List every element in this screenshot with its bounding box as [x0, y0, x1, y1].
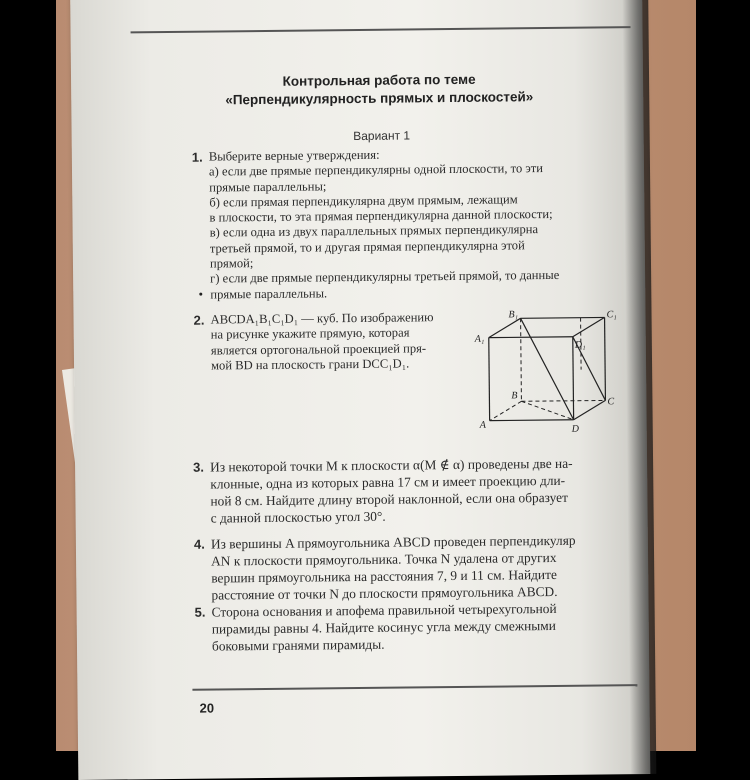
cube-edge — [490, 420, 574, 421]
task-line: в) если одна из двух параллельных прямых перпендикулярна — [209, 222, 539, 241]
cube-edge — [573, 400, 605, 419]
task-line: ной 8 см. Найдите длину второй наклонной, если она образует — [210, 489, 569, 509]
cube-edge — [605, 317, 606, 400]
cube-edge — [521, 317, 605, 318]
task-line: Из вершины A прямоугольника ABCD проведен перпендикуляр — [210, 532, 576, 552]
label-a: A — [479, 419, 486, 431]
task-line: прямые параллельны; — [209, 178, 327, 195]
task-5 — [194, 599, 619, 654]
label-a1: A₁ — [474, 333, 485, 345]
task-line: боковыми гранями пирамиды. — [211, 636, 385, 654]
variant-label: Вариант 1 — [353, 128, 411, 144]
task-line: Выберите верные утверждения: — [208, 147, 380, 164]
task-line: пирамиды равны 4. Найдите косинус угла между смежными — [211, 617, 556, 637]
task-line: клонные, одна из которых равна 17 см и имеет проекцию дли- — [210, 472, 566, 492]
margin-dot — [199, 293, 202, 296]
task-1 — [191, 145, 601, 302]
task-number: 4. — [193, 536, 205, 552]
cube-edge — [573, 317, 605, 336]
bottom-rule — [192, 684, 637, 690]
task-line: Сторона основания и апофема правильной четырехугольной — [211, 600, 557, 620]
task-number: 3. — [193, 459, 205, 475]
label-d1: D₁ — [574, 339, 586, 351]
label-d: D — [571, 423, 580, 435]
label-b1: B₁ — [508, 309, 519, 321]
cube-diagram — [458, 309, 619, 446]
label-c1: C₁ — [606, 309, 617, 321]
top-rule — [131, 26, 631, 33]
task-line: в плоскости, то эта прямая перпендикулярна данной плоскости; — [209, 207, 553, 225]
task-line: а) если две прямые перпендикулярны одной плоскости, то эти — [208, 161, 544, 179]
task-line: третьей прямой, то и другая прямая перпендикулярна этой — [209, 238, 525, 256]
task-number: 5. — [194, 604, 206, 620]
task-line: мой BD на плоскость грани DCC₁D₁. — [210, 356, 410, 373]
diagonal-b1-d — [521, 318, 574, 421]
hidden-edge — [521, 318, 522, 401]
task-2 — [193, 310, 481, 374]
label-c: C — [607, 396, 615, 408]
task-line: Из некоторой точки M к плоскости α(M ∉ α) проведены две на- — [210, 455, 573, 475]
task-line: AN к плоскости прямоугольника. Точка N удалена от других — [211, 549, 557, 569]
task-line: на рисунке укажите прямую, которая — [210, 325, 410, 342]
task-line: вершин прямоугольника на расстояния 7, 9 и 11 см. Найдите — [211, 566, 557, 586]
task-number: 2. — [193, 312, 205, 328]
task-line: б) если прямая перпендикулярна двум прямым, лежащим — [209, 192, 518, 210]
worksheet-page — [70, 0, 650, 780]
page-number: 20 — [199, 700, 215, 716]
cube-edge — [573, 337, 574, 420]
task-3 — [193, 454, 617, 526]
task-line: является ортогональной проекцией пря- — [210, 340, 427, 358]
task-line: ABCDA₁B₁C₁D₁ — куб. По изображению — [210, 310, 434, 327]
label-b: B — [511, 390, 518, 402]
task-number: 1. — [191, 149, 203, 165]
page-title-line-1: Контрольная работа по теме — [282, 71, 476, 89]
cube-edge — [489, 338, 490, 421]
task-4 — [193, 531, 618, 603]
task-line: прямые параллельны. — [210, 285, 328, 302]
cube-edge — [489, 318, 521, 337]
task-line: прямой; — [209, 256, 254, 271]
task-line: г) если две прямые перпендикулярны третьей прямой, то данные — [210, 268, 560, 286]
page-title-line-2: «Перпендикулярность прямых и плоскостей» — [225, 89, 534, 108]
task-line: с данной плоскостью угол 30°. — [210, 508, 386, 526]
hidden-edge — [489, 401, 521, 420]
task-line: расстояние от точки N до плоскости прямоугольника ABCD. — [211, 583, 558, 603]
